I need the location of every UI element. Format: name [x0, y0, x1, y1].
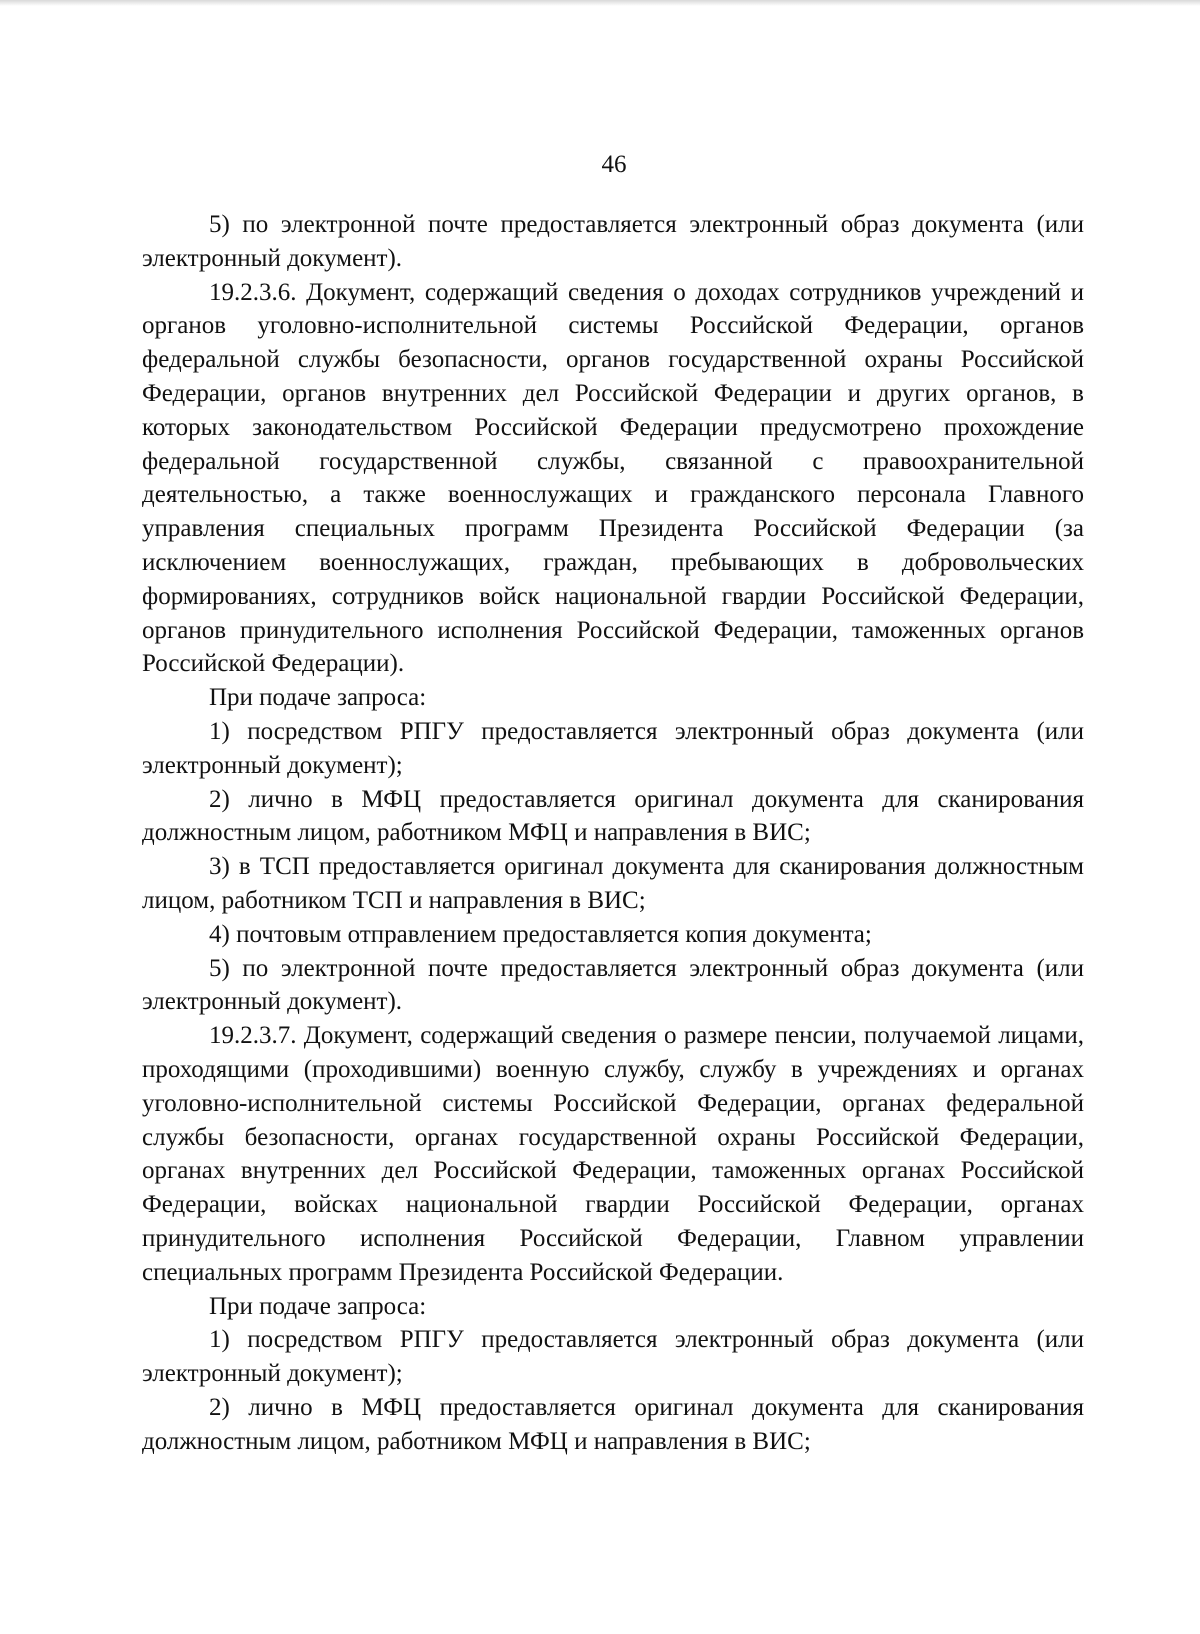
- paragraph: 1) посредством РПГУ предоставляется электронный образ документа (или электронный документ);: [142, 1326, 1084, 1388]
- paragraph: 1) посредством РПГУ предоставляется электронный образ документа (или электронный документ);: [142, 717, 1084, 779]
- paragraph: 2) лично в МФЦ предоставляется оригинал документа для сканирования должностным лицом, работником МФЦ и направления в ВИС;: [142, 1393, 1084, 1455]
- paragraph: 3) в ТСП предоставляется оригинал документа для сканирования должностным лицом, работником ТСП и направления в ВИС;: [142, 853, 1084, 914]
- scan-edge: [0, 0, 1200, 6]
- paragraph: 5) по электронной почте предоставляется электронный образ документа (или электронный документ).: [142, 954, 1084, 1016]
- page-number: 46: [601, 151, 627, 178]
- paragraph: 19.2.3.7. Документ, содержащий сведения о размере пенсии, получаемой лицами, проходящими (проходившими) военную службу, службу в учреждениях и органах уголовно-исполнительной системы Российской Федерации, органах федеральной службы безопасности, органах государственной охраны Российской Федерации, органах внутренних дел Российской Федерации, таможенных органах Российской Федерации, войсках национальной гвардии Российской Федерации, органах принудительного исполнения Российской Федерации, Главном управлении специальных программ Президента Российской Федерации.: [142, 1022, 1084, 1286]
- paragraph: При подаче запроса:: [209, 684, 427, 712]
- paragraph: 4) почтовым отправлением предоставляется копия документа;: [209, 920, 872, 948]
- paragraph: 19.2.3.6. Документ, содержащий сведения о доходах сотрудников учреждений и органов уголовно-исполнительной системы Российской Федерации, органов федеральной службы безопасности, органов государственной охраны Российской Федерации, органов внутренних дел Российской Федерации и других органов, в которых законодательством Российской Федерации предусмотрено прохождение федеральной государственной службы, связанной с правоохранительной деятельностью, а также военнослужащих и гражданского персонала Главного управления специальных программ Президента Российской Федерации (за исключением военнослужащих, граждан, пребывающих в добровольческих формированиях, сотрудников войск национальной гвардии Российской Федерации, органов принудительного исполнения Российской Федерации, таможенных органов Российской Федерации).: [142, 278, 1084, 678]
- paragraph: При подаче запроса:: [209, 1292, 427, 1320]
- paragraph: 5) по электронной почте предоставляется электронный образ документа (или электронный документ).: [142, 211, 1084, 272]
- document-body: [142, 208, 1084, 1458]
- paragraph: 2) лично в МФЦ предоставляется оригинал документа для сканирования должностным лицом, работником МФЦ и направления в ВИС;: [142, 785, 1084, 847]
